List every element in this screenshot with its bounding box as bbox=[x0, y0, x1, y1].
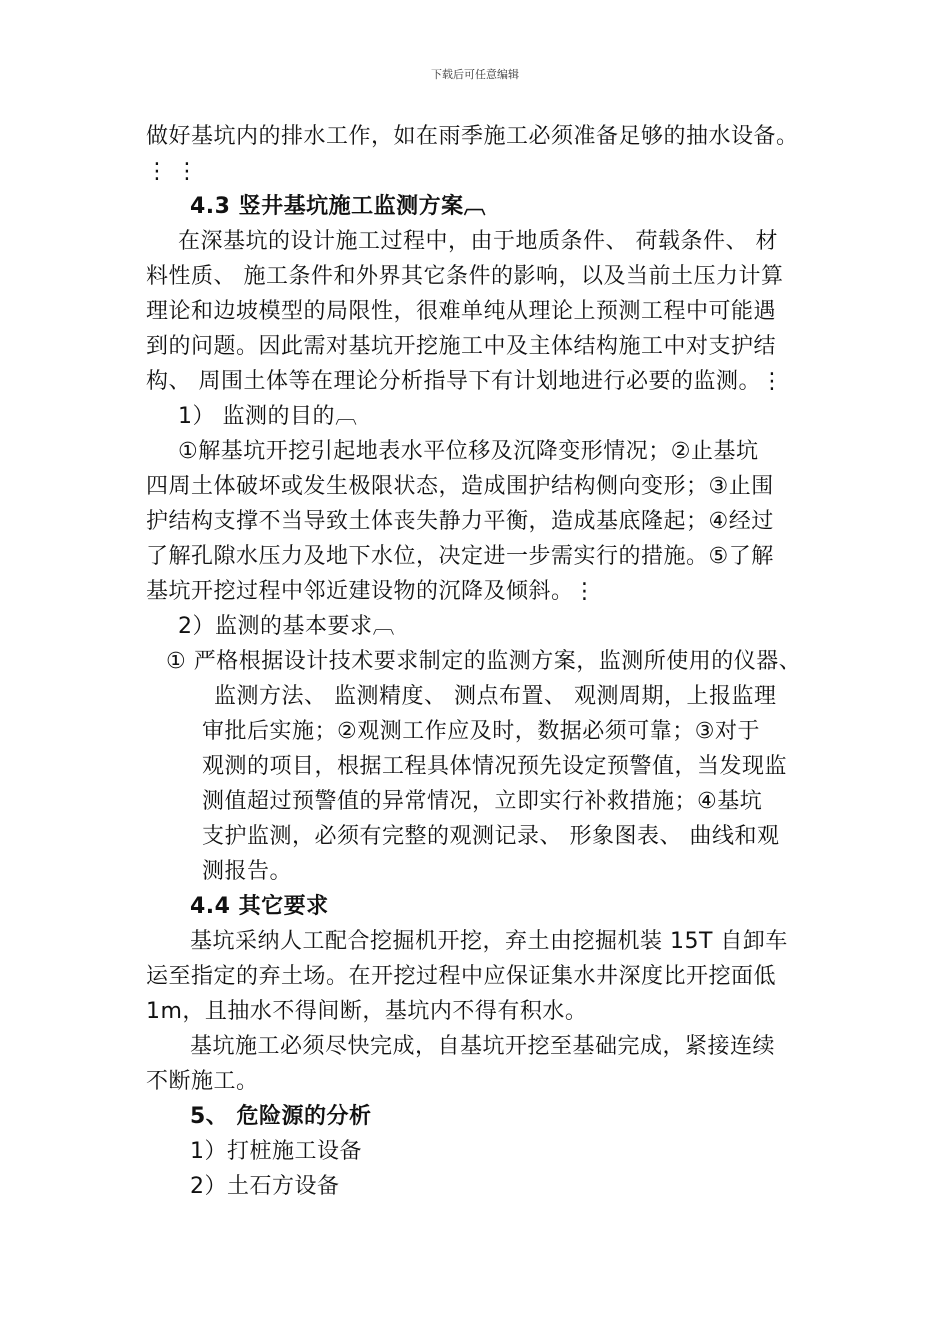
body-line: 四周土体破坏或发生极限状态，造成围护结构侧向变形；③止围 bbox=[146, 474, 774, 499]
body-line: 支护监测，必须有完整的观测记录、 形象图表、 曲线和观 bbox=[202, 824, 780, 849]
body-line: 做好基坑内的排水工作，如在雨季施工必须准备足够的抽水设备。 bbox=[146, 124, 799, 149]
body-line: ① 严格根据设计技术要求制定的监测方案，监测所使用的仪器、 bbox=[166, 649, 802, 674]
body-line: 基坑采纳人工配合挖掘机开挖，弃土由挖掘机装 15T 自卸车 bbox=[190, 929, 788, 954]
body-line: 基坑施工必须尽快完成，自基坑开挖至基础完成，紧接连续 bbox=[190, 1034, 776, 1059]
list-item: 1）打桩施工设备 bbox=[190, 1139, 362, 1164]
body-line: 观测的项目，根据工程具体情况预先设定预警值，当发现监 bbox=[202, 754, 788, 779]
body-line: 料性质、 施工条件和外界其它条件的影响，以及当前土压力计算 bbox=[146, 264, 784, 289]
subheading-requirements: 2）监测的基本要求︹ bbox=[178, 614, 395, 639]
subheading-purpose: 1） 监测的目的︹ bbox=[178, 404, 358, 429]
body-line: ①解基坑开挖引起地表水平位移及沉降变形情况；②止基坑 bbox=[178, 439, 759, 464]
list-item: 2）土石方设备 bbox=[190, 1174, 340, 1199]
body-line: 在深基坑的设计施工过程中，由于地质条件、 荷载条件、 材 bbox=[178, 229, 778, 254]
body-line: 测报告。 bbox=[202, 859, 293, 884]
body-line: 了解孔隙水压力及地下水位，决定进一步需实行的措施。⑤了解 bbox=[146, 544, 774, 569]
section-heading-5: 5、 危险源的分析 bbox=[190, 1104, 372, 1129]
page-header-note: 下载后可任意编辑 bbox=[431, 68, 519, 81]
body-line: 到的问题。因此需对基坑开挖施工中及主体结构施工中对支护结 bbox=[146, 334, 777, 359]
body-line: 1m，且抽水不得间断，基坑内不得有积水。 bbox=[146, 999, 588, 1024]
section-heading-4-3: 4.3 竖井基坑施工监测方案︹ bbox=[190, 194, 487, 219]
body-line: 测值超过预警值的异常情况，立即实行补救措施；④基坑 bbox=[202, 789, 763, 814]
body-line: 理论和边坡模型的局限性，很难单纯从理论上预测工程中可能遇 bbox=[146, 299, 777, 324]
body-line: 不断施工。 bbox=[146, 1069, 259, 1094]
body-line: ⋮ ⋮ bbox=[146, 159, 199, 184]
body-line: 审批后实施；②观测工作应及时，数据必须可靠；③对于 bbox=[202, 719, 760, 744]
body-line: 基坑开挖过程中邻近建设物的沉降及倾斜。⋮ bbox=[146, 579, 597, 604]
body-line: 构、 周围土体等在理论分析指导下有计划地进行必要的监测。⋮ bbox=[146, 369, 784, 394]
section-heading-4-4: 4.4 其它要求 bbox=[190, 894, 329, 919]
body-line: 监测方法、 监测精度、 测点布置、 观测周期，上报监理 bbox=[214, 684, 777, 709]
body-line: 运至指定的弃土场。在开挖过程中应保证集水井深度比开挖面低 bbox=[146, 964, 777, 989]
body-line: 护结构支撑不当导致土体丧失静力平衡，造成基底隆起；④经过 bbox=[146, 509, 774, 534]
